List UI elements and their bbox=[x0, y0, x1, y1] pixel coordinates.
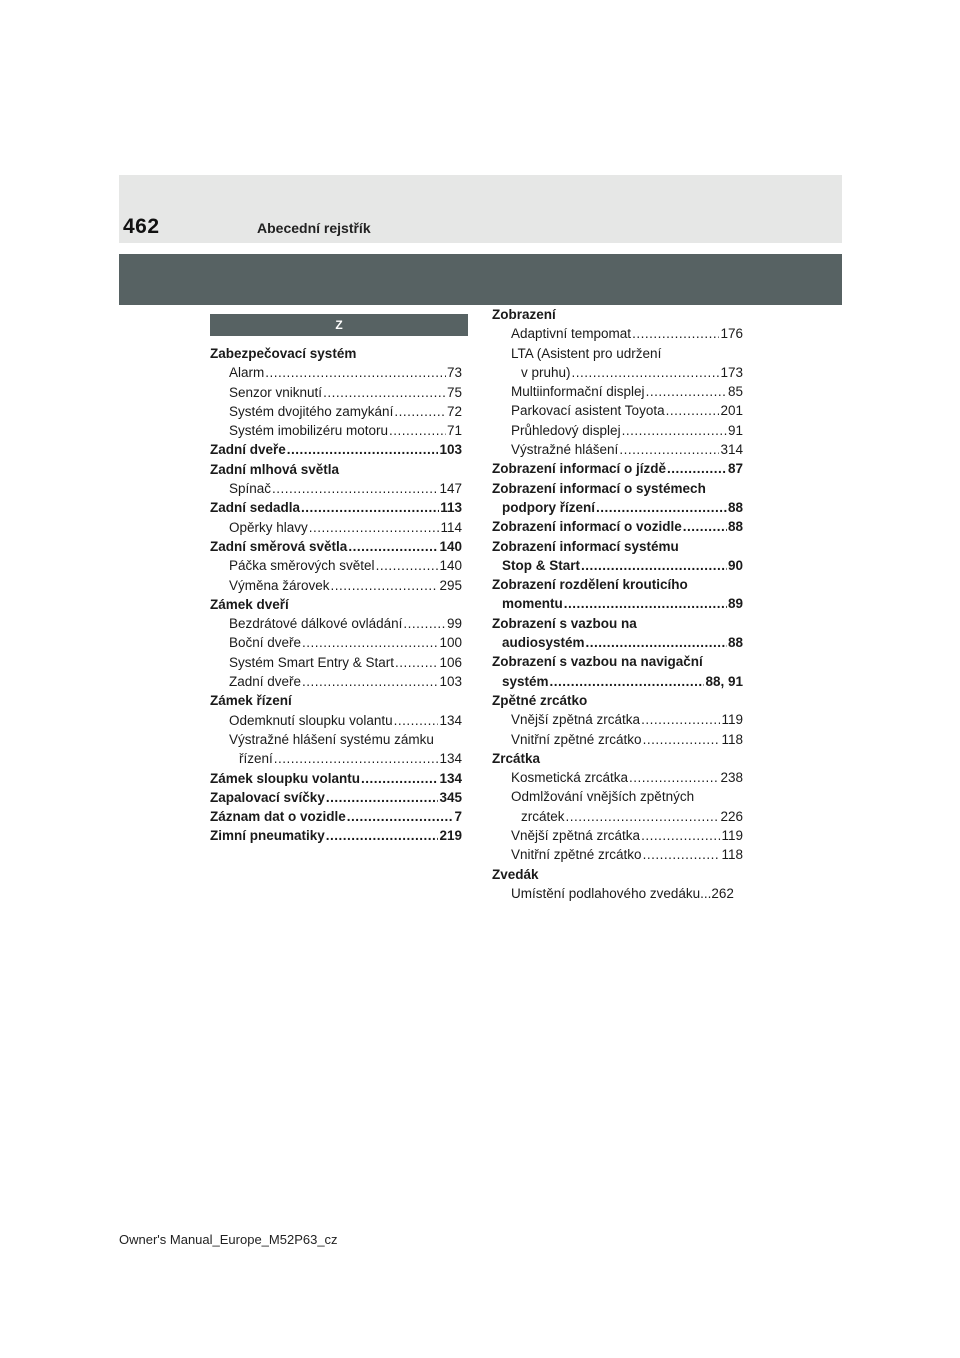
index-page-ref: 103 bbox=[439, 674, 462, 690]
index-entry-label: Průhledový displej bbox=[511, 422, 621, 438]
index-entry-main bbox=[210, 440, 462, 459]
index-entry-sub bbox=[492, 826, 743, 845]
index-entry-label: Senzor vniknutí bbox=[229, 384, 323, 400]
index-page-ref: 114 bbox=[440, 519, 462, 535]
index-letter-heading: Z bbox=[210, 314, 468, 336]
index-page-ref: 88 bbox=[727, 519, 743, 535]
index-page-ref: 176 bbox=[720, 326, 743, 342]
index-page-ref: 88, 91 bbox=[705, 673, 743, 689]
index-entry-main bbox=[210, 691, 462, 710]
index-page-ref: 295 bbox=[439, 577, 462, 593]
index-entry-label: Zadní dveře bbox=[210, 442, 286, 458]
index-entry-sub bbox=[210, 672, 462, 691]
index-entry-label: Stop & Start bbox=[502, 557, 581, 573]
index-page-ref: 99 bbox=[446, 616, 462, 632]
index-entry-label: Zobrazení informací o jízdě bbox=[492, 461, 667, 477]
index-page-ref: 119 bbox=[721, 712, 743, 728]
index-entry-main bbox=[210, 595, 462, 614]
index-entry-label: Vnitřní zpětné zrcátko bbox=[511, 731, 642, 747]
dot-leader bbox=[641, 826, 720, 845]
index-entry-label: Odmlžování vnějších zpětných bbox=[511, 789, 695, 805]
dot-leader bbox=[683, 517, 727, 536]
footer-document-id: Owner's Manual_Europe_M52P63_cz bbox=[119, 1232, 338, 1247]
dot-leader bbox=[323, 383, 446, 402]
index-entry-label: Vnější zpětná zrcátka bbox=[511, 712, 641, 728]
index-entry-sub bbox=[210, 730, 462, 749]
index-entry-sub bbox=[492, 730, 743, 749]
index-entry-label: Parkovací asistent Toyota bbox=[511, 403, 665, 419]
index-page-ref: 89 bbox=[727, 596, 743, 612]
index-entry-main bbox=[492, 479, 743, 498]
dot-leader bbox=[376, 556, 439, 575]
index-entry-sub bbox=[492, 787, 743, 806]
index-entry-label: Zámek dveří bbox=[210, 596, 289, 612]
index-page-ref: 72 bbox=[446, 403, 462, 419]
dot-leader bbox=[309, 518, 440, 537]
index-page-ref: 88 bbox=[727, 635, 743, 651]
index-entry-sub bbox=[210, 653, 462, 672]
index-entry-label: Zobrazení s vazbou na navigační bbox=[492, 654, 703, 670]
index-entry-label: Spínač bbox=[229, 481, 272, 497]
dot-leader bbox=[348, 537, 438, 556]
index-entry-label: Zapalovací svíčky bbox=[210, 789, 325, 805]
index-page-ref: 118 bbox=[721, 731, 743, 747]
index-entry-label: řízení bbox=[239, 751, 273, 767]
index-entry-label: Alarm bbox=[229, 365, 265, 381]
index-entry-main bbox=[210, 788, 462, 807]
index-page-ref: 106 bbox=[439, 654, 462, 670]
index-entry-main bbox=[492, 459, 743, 478]
index-entry-sub bbox=[492, 324, 743, 343]
index-entry-sub bbox=[210, 633, 462, 652]
index-page-ref: 90 bbox=[727, 557, 743, 573]
index-entry-main bbox=[492, 575, 743, 594]
dot-leader bbox=[301, 498, 439, 517]
dot-leader bbox=[622, 421, 727, 440]
dot-leader bbox=[302, 633, 438, 652]
index-page-ref: 118 bbox=[721, 847, 743, 863]
index-entry-main bbox=[210, 537, 462, 556]
index-entry-label: Systém Smart Entry & Start bbox=[229, 654, 395, 670]
index-entry-label: LTA (Asistent pro udržení bbox=[511, 345, 662, 361]
dot-leader bbox=[566, 807, 720, 826]
index-entry-sub bbox=[492, 401, 743, 420]
header-band bbox=[119, 175, 842, 243]
index-entry-sub bbox=[210, 479, 462, 498]
index-entry-label: Zpětné zrcátko bbox=[492, 692, 588, 708]
index-entry-sub bbox=[210, 576, 462, 595]
index-entry-label: Multiinformační displej bbox=[511, 384, 645, 400]
index-entry-main bbox=[492, 652, 743, 671]
dot-leader bbox=[643, 845, 721, 864]
dot-leader bbox=[572, 363, 720, 382]
index-entry-label: Zadní sedadla bbox=[210, 500, 301, 516]
index-page-ref: 87 bbox=[727, 461, 743, 477]
dot-leader bbox=[586, 633, 727, 652]
dot-leader bbox=[274, 749, 439, 768]
dot-leader bbox=[395, 653, 438, 672]
dot-leader bbox=[564, 594, 727, 613]
index-column-right bbox=[492, 305, 743, 903]
dot-leader bbox=[596, 498, 727, 517]
index-page-ref: 91 bbox=[727, 422, 743, 438]
index-entry-main bbox=[210, 460, 462, 479]
index-page-ref: 100 bbox=[439, 635, 462, 651]
index-entry-label: Zobrazení s vazbou na bbox=[492, 615, 637, 631]
index-entry-label: Systém dvojitého zamykání bbox=[229, 403, 394, 419]
index-entry-label: Zobrazení bbox=[492, 307, 556, 322]
dot-leader bbox=[394, 711, 439, 730]
index-entry-label: Zobrazení informací o systémech bbox=[492, 480, 706, 496]
index-column-left bbox=[210, 344, 462, 846]
dot-leader bbox=[666, 401, 720, 420]
dot-leader bbox=[389, 421, 446, 440]
index-entry-main bbox=[210, 344, 462, 363]
index-page-ref: 140 bbox=[439, 558, 462, 574]
index-entry-sub bbox=[210, 363, 462, 382]
index-entry-sub bbox=[210, 614, 462, 633]
index-entry-label: Boční dveře bbox=[229, 635, 302, 651]
index-entry-label: Zámek sloupku volantu bbox=[210, 770, 361, 786]
index-page-ref: 134 bbox=[439, 770, 462, 786]
index-entry-sub bbox=[492, 382, 743, 401]
index-entry-sub bbox=[210, 749, 462, 768]
index-entry-label: Výstražné hlášení bbox=[511, 442, 619, 458]
index-entry-main bbox=[210, 807, 462, 826]
page-number: 462 bbox=[123, 215, 160, 238]
index-entry-label: Adaptivní tempomat bbox=[511, 326, 632, 342]
dot-leader bbox=[347, 807, 454, 826]
index-entry-main bbox=[210, 498, 462, 517]
index-page-ref: 173 bbox=[720, 364, 743, 380]
dot-leader bbox=[632, 324, 719, 343]
index-entry-label: Zadní mlhová světla bbox=[210, 461, 340, 477]
index-entry-label: Umístění podlahového zvedáku bbox=[511, 885, 701, 901]
index-entry-label: systém bbox=[502, 673, 549, 689]
index-entry-main bbox=[492, 517, 743, 536]
index-entry-sub bbox=[492, 440, 743, 459]
index-entry-main bbox=[492, 594, 743, 613]
index-entry-main bbox=[492, 614, 743, 633]
index-entry-label: Vnější zpětná zrcátka bbox=[511, 828, 641, 844]
index-entry-main bbox=[492, 633, 743, 652]
index-entry-label: Zabezpečovací systém bbox=[210, 346, 357, 361]
dot-leader bbox=[302, 672, 438, 691]
dot-leader bbox=[361, 769, 438, 788]
dot-leader bbox=[667, 459, 727, 478]
index-page-ref: 113 bbox=[440, 500, 462, 516]
index-page-ref: 7 bbox=[454, 809, 462, 825]
index-page-ref: 71 bbox=[446, 423, 462, 439]
index-entry-main bbox=[492, 865, 743, 884]
index-entry-label: Zobrazení informací systému bbox=[492, 538, 679, 554]
index-entry-label: Zadní směrová světla bbox=[210, 538, 348, 554]
dot-leader bbox=[331, 576, 439, 595]
index-page-ref: 345 bbox=[439, 789, 462, 805]
index-entry-sub bbox=[492, 845, 743, 864]
index-entry-sub bbox=[210, 556, 462, 575]
index-entry-main bbox=[492, 749, 743, 768]
dot-leader bbox=[641, 710, 720, 729]
index-entry-label: Záznam dat o vozidle bbox=[210, 809, 346, 825]
index-page-ref: 73 bbox=[446, 365, 462, 381]
index-entry-label: Zobrazení informací o vozidle bbox=[492, 519, 682, 535]
dot-leader bbox=[643, 730, 721, 749]
index-entry-main bbox=[492, 556, 743, 575]
index-entry-sub bbox=[492, 884, 743, 903]
index-entry-label: Zrcátka bbox=[492, 750, 541, 766]
index-entry-main bbox=[210, 826, 462, 845]
index-entry-label: momentu bbox=[502, 596, 563, 612]
index-entry-main bbox=[492, 498, 743, 517]
index-entry-main bbox=[210, 769, 462, 788]
index-page-ref: 147 bbox=[439, 481, 462, 497]
dot-leader bbox=[646, 382, 727, 401]
index-entry-main bbox=[492, 305, 743, 324]
dot-leader bbox=[287, 440, 439, 459]
index-entry-label: Páčka směrových světel bbox=[229, 558, 375, 574]
index-entry-sub bbox=[210, 402, 462, 421]
dot-leader: ... bbox=[700, 885, 712, 901]
dot-leader bbox=[272, 479, 438, 498]
index-page-ref: 119 bbox=[721, 828, 743, 844]
index-entry-sub bbox=[492, 807, 743, 826]
dot-leader bbox=[265, 363, 446, 382]
index-entry-label: podpory řízení bbox=[502, 499, 596, 515]
index-entry-main bbox=[492, 537, 743, 556]
index-page-ref: 88 bbox=[727, 499, 743, 515]
index-entry-sub bbox=[210, 421, 462, 440]
index-entry-label: Kosmetická zrcátka bbox=[511, 770, 629, 786]
dot-leader bbox=[550, 672, 705, 691]
index-entry-sub bbox=[210, 518, 462, 537]
index-entry-sub bbox=[492, 421, 743, 440]
index-page-ref: 201 bbox=[720, 403, 743, 419]
index-page-ref: 75 bbox=[446, 384, 462, 400]
index-entry-main bbox=[492, 691, 743, 710]
index-page-ref: 238 bbox=[720, 770, 743, 786]
section-title: Abecední rejstřík bbox=[257, 220, 371, 236]
dot-leader bbox=[326, 788, 439, 807]
dot-leader bbox=[619, 440, 719, 459]
index-entry-label: audiosystém bbox=[502, 635, 585, 651]
index-page-ref: 226 bbox=[720, 808, 743, 824]
section-band bbox=[119, 254, 842, 305]
index-page-ref: 262 bbox=[711, 885, 734, 901]
index-entry-sub bbox=[492, 768, 743, 787]
index-entry-label: Zimní pneumatiky bbox=[210, 828, 325, 844]
index-entry-label: Opěrky hlavy bbox=[229, 519, 308, 535]
dot-leader bbox=[629, 768, 719, 787]
index-entry-label: zrcátek bbox=[521, 808, 565, 824]
index-entry-sub bbox=[492, 344, 743, 363]
index-entry-sub bbox=[492, 710, 743, 729]
index-entry-label: Bezdrátové dálkové ovládání bbox=[229, 616, 403, 632]
index-entry-label: Výměna žárovek bbox=[229, 577, 330, 593]
index-entry-label: Výstražné hlášení systému zámku bbox=[229, 731, 434, 747]
index-page-ref: 219 bbox=[439, 828, 462, 844]
index-entry-label: Zadní dveře bbox=[229, 674, 302, 690]
index-entry-main bbox=[492, 672, 743, 691]
index-entry-sub bbox=[492, 363, 743, 382]
dot-leader bbox=[581, 556, 727, 575]
index-entry-label: Zvedák bbox=[492, 866, 539, 882]
index-page-ref: 140 bbox=[439, 538, 462, 554]
index-page-ref: 314 bbox=[720, 442, 743, 458]
index-page-ref: 85 bbox=[727, 384, 743, 400]
index-entry-label: Vnitřní zpětné zrcátko bbox=[511, 847, 642, 863]
index-page-ref: 103 bbox=[439, 442, 462, 458]
index-page-ref: 134 bbox=[439, 751, 462, 767]
index-entry-label: Systém imobilizéru motoru bbox=[229, 423, 389, 439]
index-entry-label: Zobrazení rozdělení krouticího bbox=[492, 577, 688, 593]
index-page-ref: 134 bbox=[439, 712, 462, 728]
index-entry-label: v pruhu) bbox=[521, 364, 571, 380]
index-entry-sub bbox=[210, 711, 462, 730]
dot-leader bbox=[394, 402, 446, 421]
dot-leader bbox=[326, 826, 439, 845]
dot-leader bbox=[403, 614, 446, 633]
index-entry-sub bbox=[210, 383, 462, 402]
index-entry-label: Odemknutí sloupku volantu bbox=[229, 712, 393, 728]
index-entry-label: Zámek řízení bbox=[210, 693, 292, 709]
